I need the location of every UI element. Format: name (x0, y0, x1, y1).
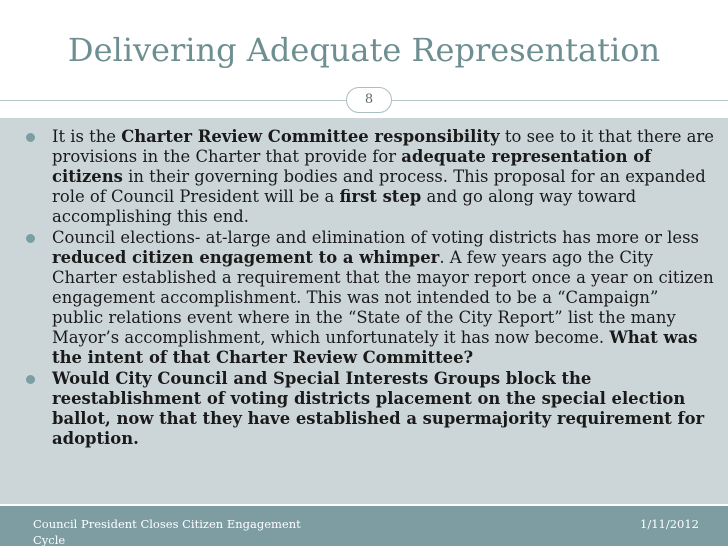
bullet-emphasis-text: What was the intent of that Charter Review Committee? (52, 328, 698, 367)
bullet-emphasis-text: adequate representation of citizens (52, 147, 652, 186)
bullet-text: . A few years ago the City Charter established a requirement that the mayor report once a year on citizen engagement accomplishment. This was not intended to be a “Campaign” public relations event where in the “State of the City Report” list the many Mayor’s accomplishment, which unfortunately it has now become. (52, 248, 714, 347)
bullet-emphasis-text: Charter Review Committee responsibility (121, 127, 500, 146)
bullet-text: in their governing bodies and process. This proposal for an expanded role of Council President will be a (52, 167, 706, 206)
bullet-item (14, 127, 714, 227)
bullet-text: to see to it that there are provisions in the Charter that provide for (52, 127, 714, 166)
content-panel (0, 118, 728, 504)
page-number-badge: 8 (346, 87, 392, 113)
title-divider-right (392, 100, 728, 101)
bullet-emphasis-text: first step (339, 187, 422, 206)
bullet-item (14, 228, 714, 368)
bullet-item (14, 369, 714, 449)
footer-presentation-title: Council President Closes Citizen Engagement (33, 517, 301, 531)
slide-title: Delivering Adequate Representation (67, 31, 661, 69)
bullet-text: and go along way toward accomplishing this end. (52, 187, 637, 226)
bullet-marker-icon (26, 375, 35, 384)
bullet-emphasis-text: Would City Council and Special Interests Groups block the reestablishment of voting districts placement on the special election ballot, now that they have established a supermajority requirement for adoption. (52, 369, 705, 448)
bullet-marker-icon (26, 234, 35, 243)
title-divider-left (0, 100, 346, 101)
bullet-text: Council elections- at-large and elimination of voting districts has more or less (52, 228, 699, 247)
bullet-text: It is the (52, 127, 122, 146)
footer-date: 1/11/2012 (640, 517, 699, 531)
bullet-emphasis-text: reduced citizen engagement to a whimper (52, 248, 440, 267)
footer-bar (0, 506, 728, 546)
bullet-marker-icon (26, 133, 35, 142)
bullet-list (14, 127, 714, 450)
footer-presentation-title-continued: Cycle (33, 533, 66, 547)
